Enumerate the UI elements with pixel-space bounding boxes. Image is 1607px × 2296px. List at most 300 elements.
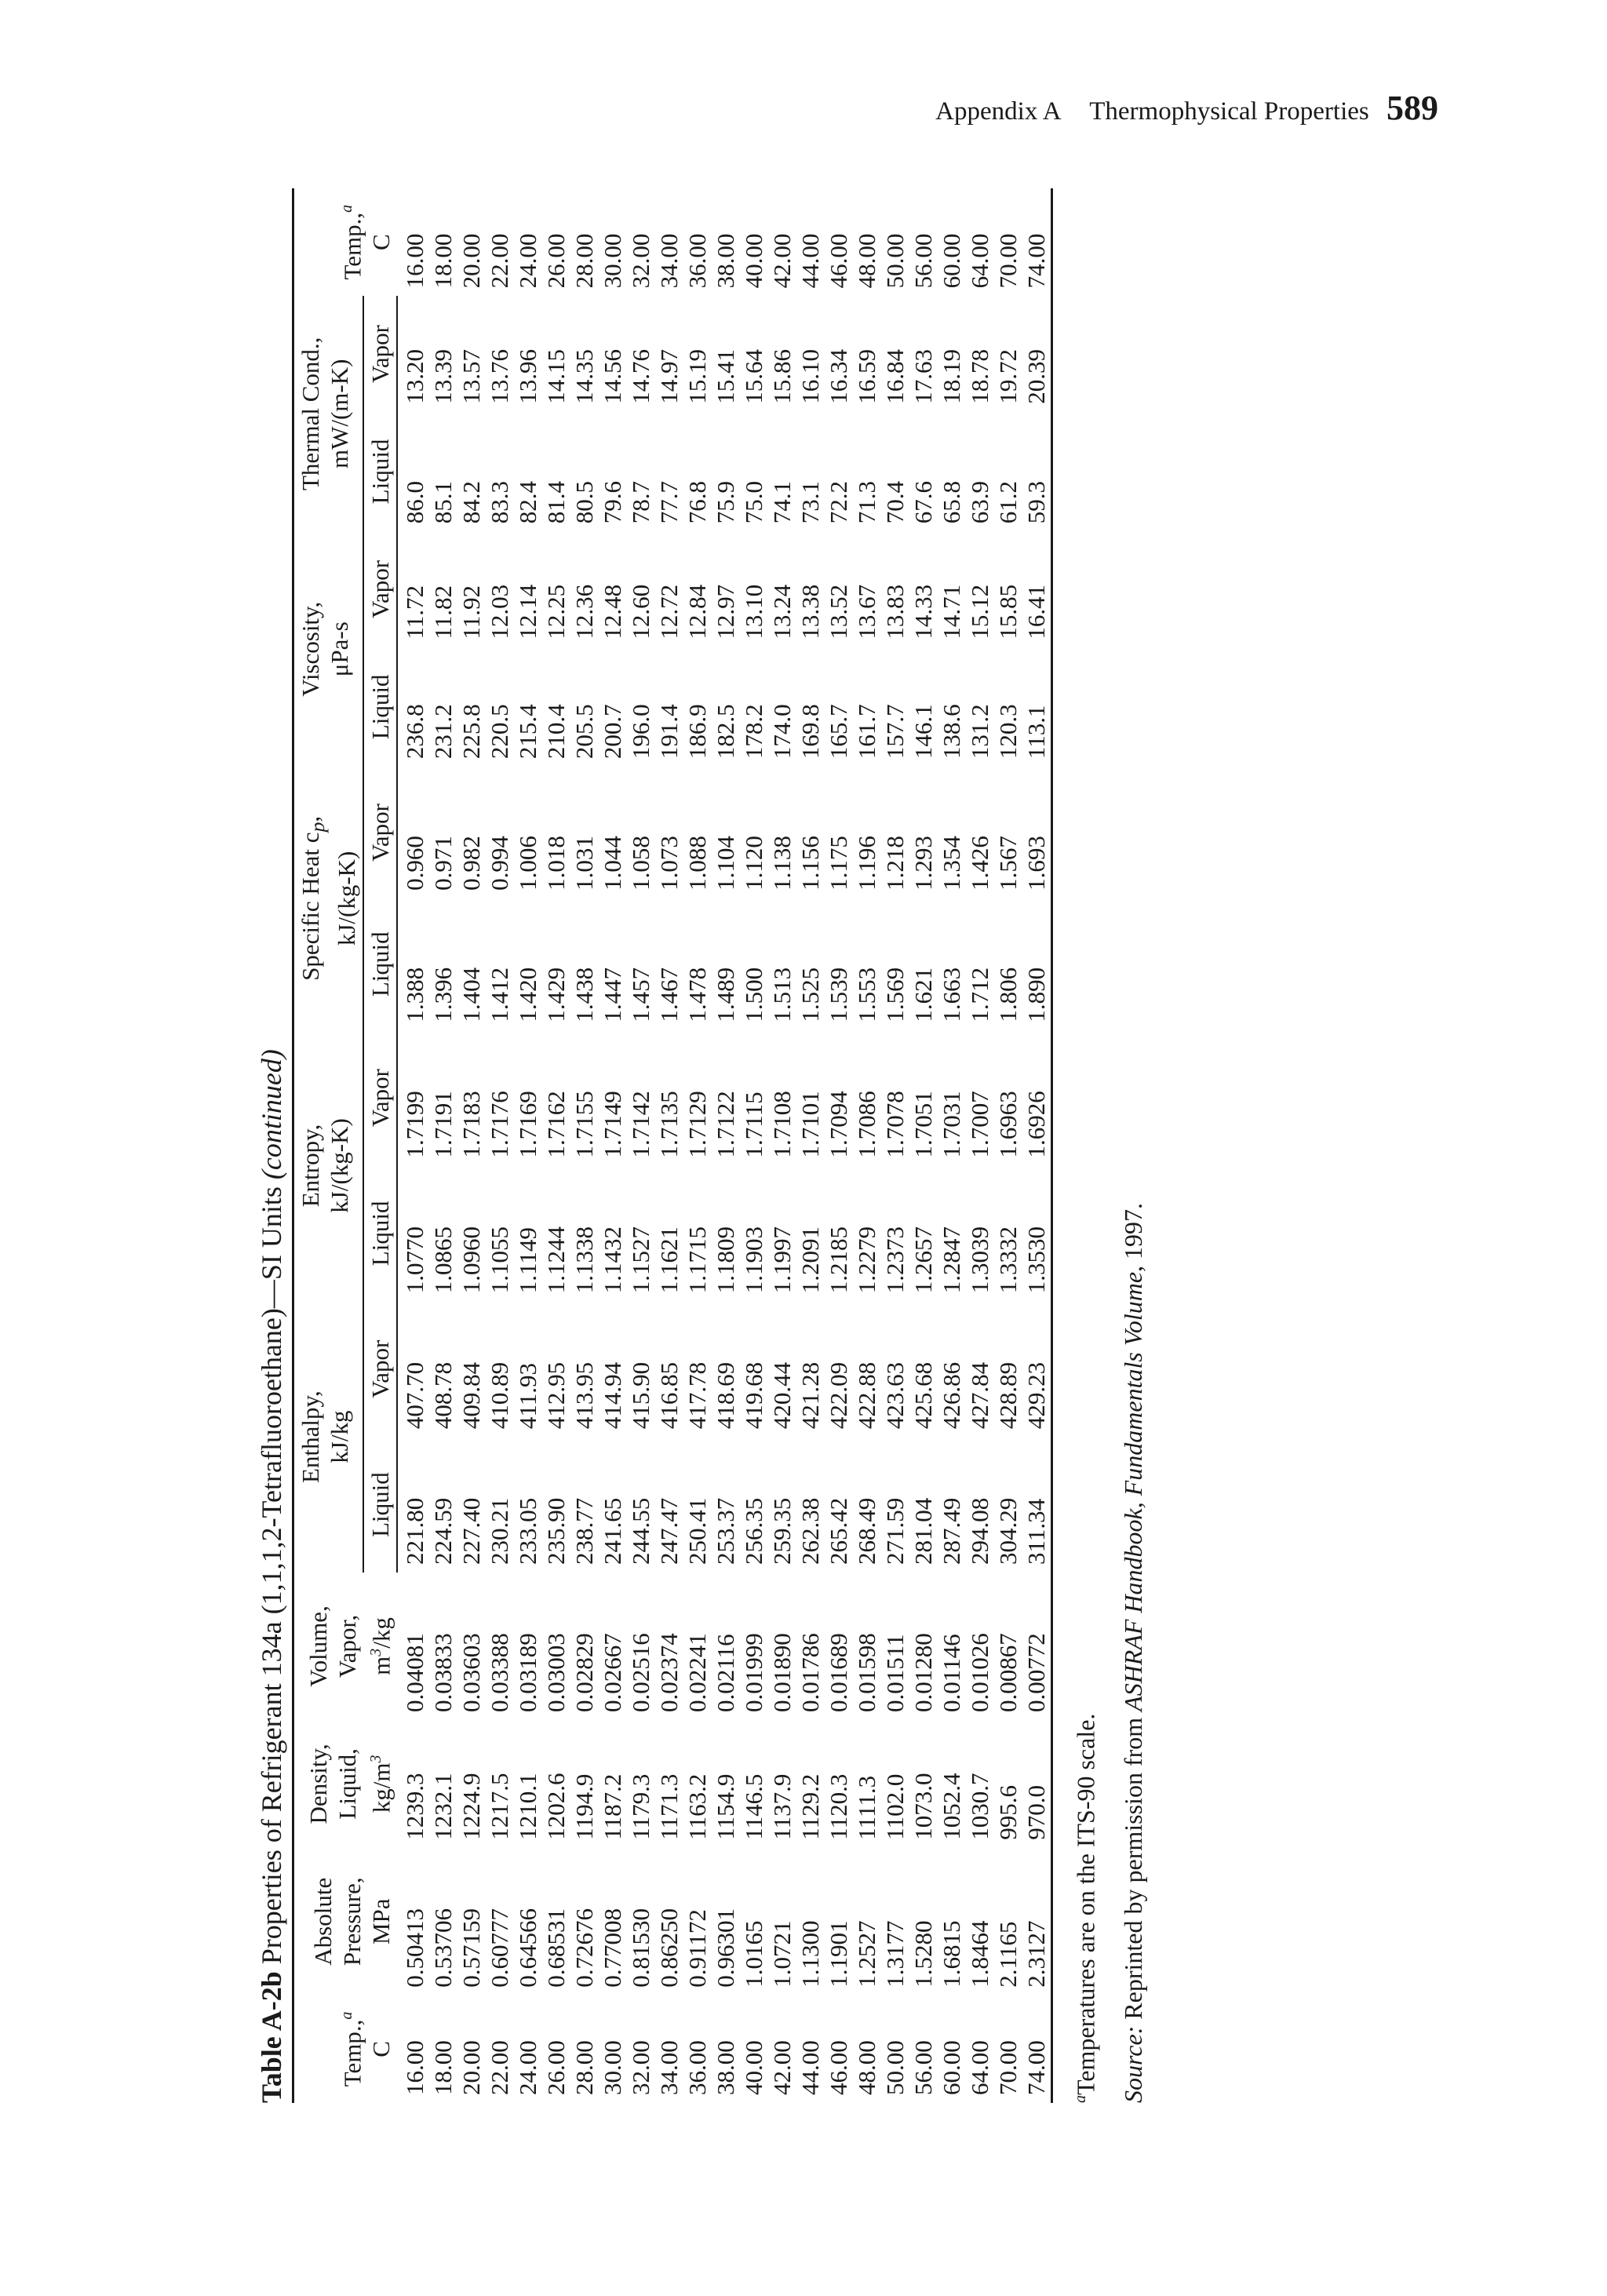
table-cell: 236.8 [401,704,429,760]
table-cell: 1.6815 [938,1920,966,1988]
table-cell: 1.1300 [796,1920,825,1988]
table-cell: 14.76 [627,349,655,404]
table-cell: 15.64 [740,349,768,404]
header-density-unit: kg/m [367,1762,395,1813]
table-cell: 1073.0 [909,1773,938,1840]
sub-cp-liquid: Liquid [363,898,397,1030]
table-cell: 0.91172 [683,1909,712,1988]
table-cell: 84.2 [457,481,486,524]
table-cell: 12.60 [627,584,655,640]
table-cell: 1.7199 [401,1091,429,1158]
table-cell: 0.02516 [627,1633,655,1713]
table-cell: 0.04081 [400,1633,428,1713]
table-row [683,188,712,2103]
sub-enthalpy-liquid: Liquid [363,1437,397,1573]
table-cell: 1137.9 [768,1773,796,1840]
table-cell: 13.38 [796,584,825,640]
table-row [853,188,881,2103]
header-volume-unit-tail: /kg [367,1617,395,1649]
table-row [542,188,570,2103]
table-cell: 165.7 [825,704,853,760]
table-cell: 230.21 [486,1497,514,1565]
header-tc-l1: Thermal Cond., [297,337,324,491]
table-cell: 186.9 [683,704,712,760]
table-cell: 1.3039 [966,1226,994,1294]
table-row [429,188,457,2103]
table-cell: 1.467 [655,967,683,1022]
source-prefix: Reprinted by permission from [1118,1717,1147,2020]
running-head-section: Appendix A [935,97,1062,126]
table-cell: 0.03388 [486,1633,514,1713]
table-cell: 1.457 [627,967,655,1022]
table-cell: 1.513 [768,967,796,1022]
footnote [1061,188,1106,2103]
header-viscosity-l1: Viscosity, [297,601,324,697]
table-cell: 1217.5 [486,1773,514,1840]
footnote-mark: a [337,2011,355,2020]
table-cell: 1.1997 [768,1226,796,1294]
table-cell: 420.44 [768,1361,796,1430]
table-cell: 415.90 [627,1361,655,1430]
table-cell: 0.50413 [400,1908,428,1988]
table-row [740,188,768,2103]
table-cell: 1052.4 [938,1773,966,1840]
table-cell: 268.49 [853,1497,881,1565]
table-cell: 15.12 [966,584,994,640]
table-cell: 70.00 [994,2040,1022,2095]
table-cell: 256.35 [740,1497,768,1565]
source-note [1113,188,1153,2103]
table-cell: 74.1 [768,481,796,524]
running-head [935,88,1438,128]
table-cell: 86.0 [401,481,429,524]
table-cell: 1.7086 [853,1091,881,1158]
table-row [994,188,1022,2103]
table-cell: 220.5 [486,704,514,760]
table-cell: 271.59 [881,1497,909,1565]
table-cell: 18.00 [429,233,457,289]
table-cell: 1.7135 [655,1091,683,1158]
header-density [293,1720,398,1848]
table-cell: 15.19 [683,349,712,404]
table-cell: 1.0165 [740,1920,768,1988]
table-cell: 70.00 [994,233,1022,289]
table-cell: 221.80 [401,1497,429,1565]
table-cell: 1163.2 [683,1773,712,1840]
table-cell: 74.00 [1022,233,1051,289]
table-cell: 0.77008 [599,1908,627,1988]
table-cell: 178.2 [740,704,768,760]
table-cell: 1.567 [994,836,1022,891]
header-tc-unit: mW/(m-K) [326,359,353,469]
table-cell: 1.8464 [966,1920,994,1988]
rotated-table-block [251,188,1350,2103]
header-volume-exp: 3 [366,1648,384,1656]
table-cell: 0.03189 [514,1633,542,1713]
table-cell: 0.00867 [994,1633,1022,1713]
table-cell: 0.01280 [909,1633,938,1713]
table-cell: 19.72 [994,349,1022,404]
sub-tc-vapor: Vapor [363,296,397,411]
table-row [599,188,627,2103]
header-cp-sub: p [306,822,330,833]
table-cell: 419.68 [740,1361,768,1430]
table-cell: 0.00772 [1022,1633,1051,1713]
table-cell: 1.693 [1022,836,1051,891]
table-cell: 1.031 [570,836,599,891]
table-cell: 59.3 [1022,481,1051,524]
table-cell: 1.412 [486,967,514,1022]
table-cell: 13.57 [457,349,486,404]
table-cell: 1.438 [570,967,599,1022]
table-cell: 1.7007 [966,1091,994,1158]
sub-viscosity-liquid: Liquid [363,647,397,767]
table-cell: 1.7169 [514,1091,542,1158]
table-cell: 1.1055 [486,1226,514,1294]
table-cell: 12.97 [712,584,740,640]
table-cell: 1.7051 [909,1091,938,1158]
table-cell: 265.42 [825,1497,853,1565]
header-temp-label-right: Temp., [338,212,366,280]
table-cell: 11.82 [429,585,457,640]
table-cell: 75.9 [712,481,740,524]
table-cell: 1.7108 [768,1091,796,1158]
table-cell: 12.36 [570,584,599,640]
table-cell: 1.3332 [994,1226,1022,1294]
table-cell: 81.4 [542,481,570,524]
table-cell: 13.10 [740,584,768,640]
table-cell: 22.00 [486,2040,514,2095]
table-cell: 412.95 [542,1361,570,1430]
table-cell: 311.34 [1022,1498,1051,1565]
table-cell: 210.4 [542,704,570,760]
table-cell: 34.00 [655,2040,683,2095]
table-caption-text: Properties of Refrigerant 134a (1,1,1,2-Tetrafluoroethane)—SI Units [256,1186,287,1965]
table-cell: 250.41 [683,1497,712,1565]
table-cell: 422.09 [825,1361,853,1430]
table-cell: 72.2 [825,481,853,524]
table-row [881,188,909,2103]
table-cell: 1.525 [796,967,825,1022]
table-cell: 1.7101 [796,1091,825,1158]
table-row [486,188,514,2103]
table-cell: 225.8 [457,704,486,760]
table-cell: 1.196 [853,836,881,891]
table-cell: 13.96 [514,349,542,404]
table-cell: 22.00 [486,233,514,289]
table-cell: 2.1165 [994,1921,1022,1988]
table-cell: 1.890 [1022,967,1051,1022]
table-cell: 78.7 [627,481,655,524]
table-cell: 196.0 [627,704,655,760]
table-cell: 1187.2 [599,1773,627,1840]
table-cell: 1.396 [429,967,457,1022]
table-cell: 30.00 [599,2040,627,2095]
table-cell: 408.78 [429,1361,457,1430]
table-cell: 14.35 [570,349,599,404]
table-cell: 28.00 [570,233,599,289]
table-cell: 1202.6 [542,1773,570,1840]
table-cell: 30.00 [599,233,627,289]
table-cell: 1.073 [655,836,683,891]
table-cell: 1.354 [938,836,966,891]
table-cell: 13.83 [881,584,909,640]
table-cell: 1.2185 [825,1226,853,1294]
table-cell: 421.28 [796,1361,825,1430]
table-cell: 0.02829 [570,1633,599,1713]
table-cell: 0.01890 [768,1633,796,1713]
table-cell: 16.00 [400,233,428,289]
table-cell: 15.86 [768,349,796,404]
table-cell: 13.67 [853,584,881,640]
table-cell: 12.03 [486,584,514,640]
table-cell: 1.447 [599,967,627,1022]
table-cell: 16.59 [853,349,881,404]
table-cell: 26.00 [542,2040,570,2095]
table-cell: 1.0865 [429,1226,457,1294]
table-cell: 73.1 [796,481,825,524]
table-cell: 1171.3 [655,1773,683,1840]
header-density-exp: 3 [366,1755,384,1763]
table-cell: 32.00 [627,2040,655,2095]
table-cell: 1.7122 [712,1091,740,1158]
table-cell: 0.01511 [881,1634,909,1713]
table-cell: 1.7176 [486,1091,514,1158]
table-cell: 1.621 [909,967,938,1022]
table-cell: 169.8 [796,704,825,760]
table-cell: 1030.7 [966,1773,994,1840]
table-cell: 13.52 [825,584,853,640]
table-cell: 0.02667 [599,1633,627,1713]
table-cell: 34.00 [655,233,683,289]
table-cell: 409.84 [457,1361,486,1430]
table-cell: 1.7078 [881,1091,909,1158]
sub-entropy-vapor: Vapor [363,1030,397,1166]
table-cell: 12.48 [599,584,627,640]
table-cell: 60.00 [938,2040,966,2095]
table-cell: 12.72 [655,584,683,640]
table-cell: 0.994 [486,836,514,891]
table-cell: 182.5 [712,704,740,760]
table-cell: 0.02241 [683,1633,712,1713]
table-cell: 64.00 [966,2040,994,2095]
sub-viscosity-vapor: Vapor [363,531,397,647]
table-cell: 0.60777 [486,1908,514,1988]
table-cell: 85.1 [429,481,457,524]
table-cell: 1.2091 [796,1226,825,1294]
header-pressure [293,1848,398,1995]
table-cell: 15.85 [994,584,1022,640]
header-temp-right [293,188,398,296]
table-cell: 0.960 [401,836,429,891]
table-cell: 161.7 [853,704,881,760]
table-cell: 253.37 [712,1497,740,1565]
header-viscosity-unit: μPa-s [326,621,353,677]
table-cell: 13.24 [768,584,796,640]
table-cell: 1.426 [966,836,994,891]
table-row [966,188,994,2103]
source-year: , 1997. [1118,1202,1147,1272]
footnote-marker: a [1072,2095,1090,2103]
table-cell: 1.2527 [853,1920,881,1988]
table-cell: 16.34 [825,349,853,404]
table-cell: 1.489 [712,967,740,1022]
table-cell: 113.1 [1022,705,1051,760]
table-cell: 0.03003 [542,1633,570,1713]
table-cell: 60.00 [938,233,966,289]
table-cell: 995.6 [994,1784,1022,1840]
table-row [768,188,796,2103]
table-cell: 1.2847 [938,1226,966,1294]
table-cell: 14.33 [909,584,938,640]
table-cell: 63.9 [966,481,994,524]
table-cell: 20.39 [1022,349,1051,404]
sub-entropy-liquid: Liquid [363,1165,397,1301]
table-cell: 56.00 [909,2040,938,2095]
table-cell: 407.70 [401,1361,429,1430]
table-cell: 1.120 [740,836,768,891]
table-cell: 224.59 [429,1497,457,1565]
table-cell: 1.156 [796,836,825,891]
table-cell: 1.1621 [655,1226,683,1294]
table-cell: 50.00 [881,233,909,289]
table-cell: 18.78 [966,349,994,404]
table-cell: 241.65 [599,1497,627,1565]
table-cell: 227.40 [457,1497,486,1565]
table-cell: 67.6 [909,481,938,524]
table-row [909,188,938,2103]
table-row [938,188,966,2103]
table-cell: 1.1527 [627,1226,655,1294]
header-entropy [293,1030,364,1302]
table-cell: 12.84 [683,584,712,640]
table-cell: 1.806 [994,967,1022,1022]
table-cell: 13.76 [486,349,514,404]
source-label: Source: [1118,2025,1147,2103]
header-temp-unit: C [367,2041,395,2057]
table-cell: 74.00 [1022,2040,1051,2095]
table-cell: 1.569 [881,967,909,1022]
table-cell: 2.3127 [1022,1920,1051,1988]
table-row [1022,188,1052,2103]
table-row [514,188,542,2103]
table-cell: 1.0960 [457,1226,486,1294]
table-row [712,188,740,2103]
header-entropy-unit: kJ/(kg-K) [326,1118,353,1213]
table-cell: 0.971 [429,836,457,891]
table-cell: 42.00 [768,2040,796,2095]
table-cell: 44.00 [796,233,825,289]
table-cell: 1.7162 [542,1091,570,1158]
table-cell: 146.1 [909,704,938,760]
table-cell: 1239.3 [400,1773,428,1840]
table-row [796,188,825,2103]
table-cell: 50.00 [881,2040,909,2095]
table-cell: 12.25 [542,584,570,640]
table-cell: 425.68 [909,1361,938,1430]
table-cell: 0.01689 [825,1633,853,1713]
table-cell: 0.02116 [712,1634,740,1713]
table-cell: 215.4 [514,704,542,760]
table-cell: 1.044 [599,836,627,891]
table-cell: 1.553 [853,967,881,1022]
table-cell: 410.89 [486,1361,514,1430]
table-cell: 56.00 [909,233,938,289]
header-specific-heat [293,767,364,1030]
table-cell: 38.00 [712,233,740,289]
table-cell: 16.41 [1022,584,1051,640]
table-cell: 1129.2 [796,1773,825,1840]
table-cell: 20.00 [457,2040,486,2095]
table-cell: 0.02374 [655,1633,683,1713]
table-cell: 281.04 [909,1497,938,1565]
table-cell: 79.6 [599,481,627,524]
table-cell: 418.69 [712,1361,740,1430]
table-cell: 1.663 [938,967,966,1022]
header-pressure-unit: MPa [367,1898,395,1945]
table-cell: 1.006 [514,836,542,891]
table-cell: 200.7 [599,704,627,760]
table-cell: 429.23 [1022,1361,1051,1430]
table-cell: 17.63 [909,349,938,404]
table-cell: 231.2 [429,704,457,760]
table-cell: 1.1244 [542,1226,570,1294]
header-temp-label: Temp., [338,2019,366,2087]
table-cell: 1.6963 [994,1091,1022,1158]
table-cell: 18.19 [938,349,966,404]
table-cell: 1.104 [712,836,740,891]
table-cell: 423.63 [881,1361,909,1430]
table-cell: 77.7 [655,481,683,524]
table-cell: 1.429 [542,967,570,1022]
table-cell: 238.77 [570,1497,599,1565]
table-cell: 1.175 [825,836,853,891]
table-cell: 1.5280 [909,1920,938,1988]
header-density-l2: Liquid, [333,1748,361,1820]
table-cell: 191.4 [655,704,683,760]
table-cell: 16.10 [796,349,825,404]
table-number: Table A-2b [256,1971,287,2103]
table-cell: 61.2 [994,481,1022,524]
table-cell: 38.00 [712,2040,740,2095]
header-volume [293,1573,398,1720]
running-head-title: Thermophysical Properties [1089,97,1369,126]
table-cell: 1.1809 [712,1226,740,1294]
header-temp-unit-right: C [367,234,395,251]
table-cell: 1154.9 [712,1773,740,1840]
table-cell: 970.0 [1022,1784,1051,1840]
table-cell: 0.01146 [938,1634,966,1713]
table-cell: 417.78 [683,1361,712,1430]
table-cell: 287.49 [938,1497,966,1565]
table-cell: 40.00 [740,233,768,289]
table-cell: 1.2373 [881,1226,909,1294]
table-cell: 1.478 [683,967,712,1022]
table-cell: 1.7094 [825,1091,853,1158]
properties-table [292,188,1053,2103]
table-cell: 0.01999 [740,1633,768,1713]
table-cell: 13.20 [401,349,429,404]
table-cell: 1.6926 [1022,1091,1051,1158]
table-cell: 1210.1 [514,1773,542,1840]
table-cell: 244.55 [627,1497,655,1565]
table-cell: 82.4 [514,481,542,524]
table-cell: 1.500 [740,967,768,1022]
table-cell: 414.94 [599,1361,627,1430]
table-cell: 304.29 [994,1497,1022,1565]
table-cell: 48.00 [853,233,881,289]
table-cell: 1.712 [966,967,994,1022]
